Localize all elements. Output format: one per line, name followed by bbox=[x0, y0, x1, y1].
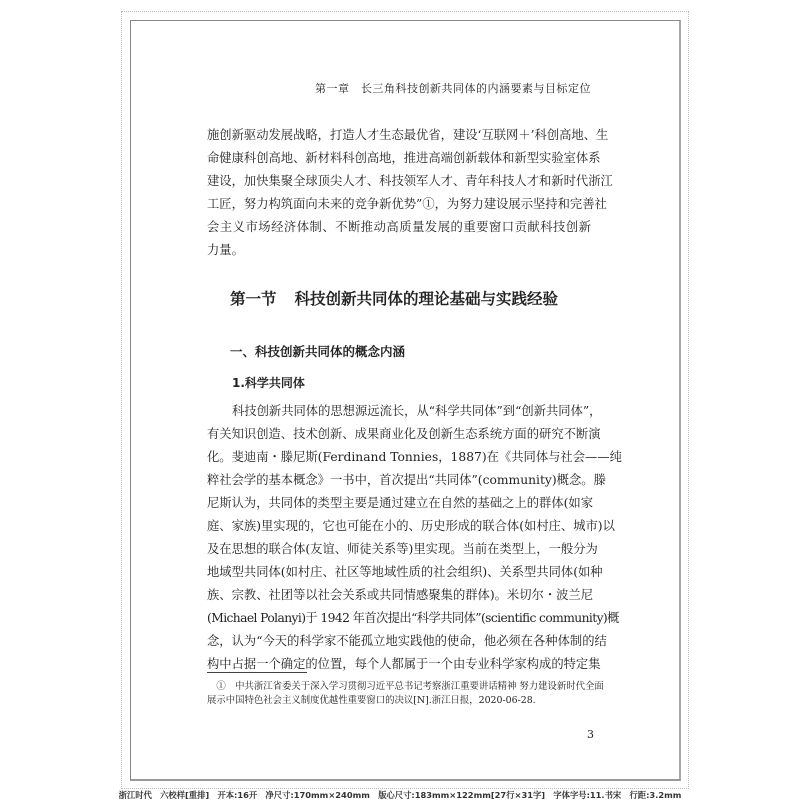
text-line: 工匠，努力构筑面向未来的竞争新优势”①，为努力建设展示坚持和完善社 bbox=[207, 197, 607, 211]
print-spec-footer: 浙江时代 六校样[重排] 开本:16开 净尺寸:170mm×240mm 版心尺寸:183mm×122mm[27行×31字] 字体字号:11.书宋 行距:3.2mm bbox=[118, 790, 682, 800]
text-line: 施创新驱动发展战略，打造人才生态最优省，建设‘互联网＋’科创高地、生 bbox=[207, 128, 609, 142]
subsection-heading: 一、科技创新共同体的概念内涵 bbox=[230, 344, 406, 359]
text-line: 及在思想的联合体(友谊、师徒关系等)里实现。当前在类型上，一般分为 bbox=[207, 542, 598, 556]
text-line: 力量。 bbox=[207, 243, 244, 257]
footnote-rule bbox=[207, 672, 307, 673]
section-number: 第一节 bbox=[230, 290, 277, 308]
text-line: 念，认为“今天的科学家不能孤立地实践他的使命，他必须在各种体制的结 bbox=[207, 634, 607, 648]
text-line: 有关知识创造、技术创新、成果商业化及创新生态系统方面的研究不断演 bbox=[207, 427, 601, 441]
text-line: 科技创新共同体的思想源远流长，从“科学共同体”到“创新共同体”， bbox=[232, 404, 602, 418]
text-line: 命健康科创高地、新材料科创高地，推进高端创新载体和新型实验室体系 bbox=[207, 151, 601, 165]
subsubsection-heading: 1.科学共同体 bbox=[232, 376, 305, 390]
text-line: 地域型共同体(如村庄、社区等地域性质的社会组织)、关系型共同体(如种 bbox=[207, 565, 603, 579]
text-line: 构中占据一个确定的位置，每个人都属于一个由专业科学家构成的特定集 bbox=[207, 657, 601, 671]
footnote-line: 展示中国特色社会主义制度优越性重要窗口的决议[N].浙江日报，2020-06-28. bbox=[207, 695, 536, 706]
running-header: 第一章 长三角科技创新共同体的内涵要素与目标定位 bbox=[315, 82, 591, 95]
text-line: (Michael Polanyi)于 1942 年首次提出“科学共同体”(scientific community)概 bbox=[207, 611, 619, 625]
text-line: 粹社会学的基本概念》一书中，首次提出“共同体”(community)概念。滕 bbox=[207, 473, 606, 487]
section-heading bbox=[230, 287, 558, 309]
text-line: 建设，加快集聚全球顶尖人才、科技领军人才、青年科技人才和新时代浙江 bbox=[207, 174, 613, 188]
page-number: 3 bbox=[587, 728, 594, 741]
section-title: 科技创新共同体的理论基础与实践经验 bbox=[294, 290, 559, 308]
footnote-line: ① 中共浙江省委关于深入学习贯彻习近平总书记考察浙江重要讲话精神 努力建设新时代全面 bbox=[207, 681, 604, 692]
text-line: 尼斯认为，共同体的类型主要是通过建立在自然的基础之上的群体(如家 bbox=[207, 496, 594, 510]
text-line: 庭、家族)里实现的，它也可能在小的、历史形成的联合体(如村庄、城市)以 bbox=[207, 519, 615, 533]
text-line: 族、宗教、社团等以社会关系或共同情感聚集的群体)。米切尔・波兰尼 bbox=[207, 588, 594, 602]
text-line: 会主义市场经济体制、不断推动高质量发展的重要窗口贡献科技创新 bbox=[207, 220, 591, 234]
text-line: 化。斐迪南・滕尼斯(Ferdinand Tonnies，1887)在《共同体与社会——纯 bbox=[207, 450, 622, 464]
